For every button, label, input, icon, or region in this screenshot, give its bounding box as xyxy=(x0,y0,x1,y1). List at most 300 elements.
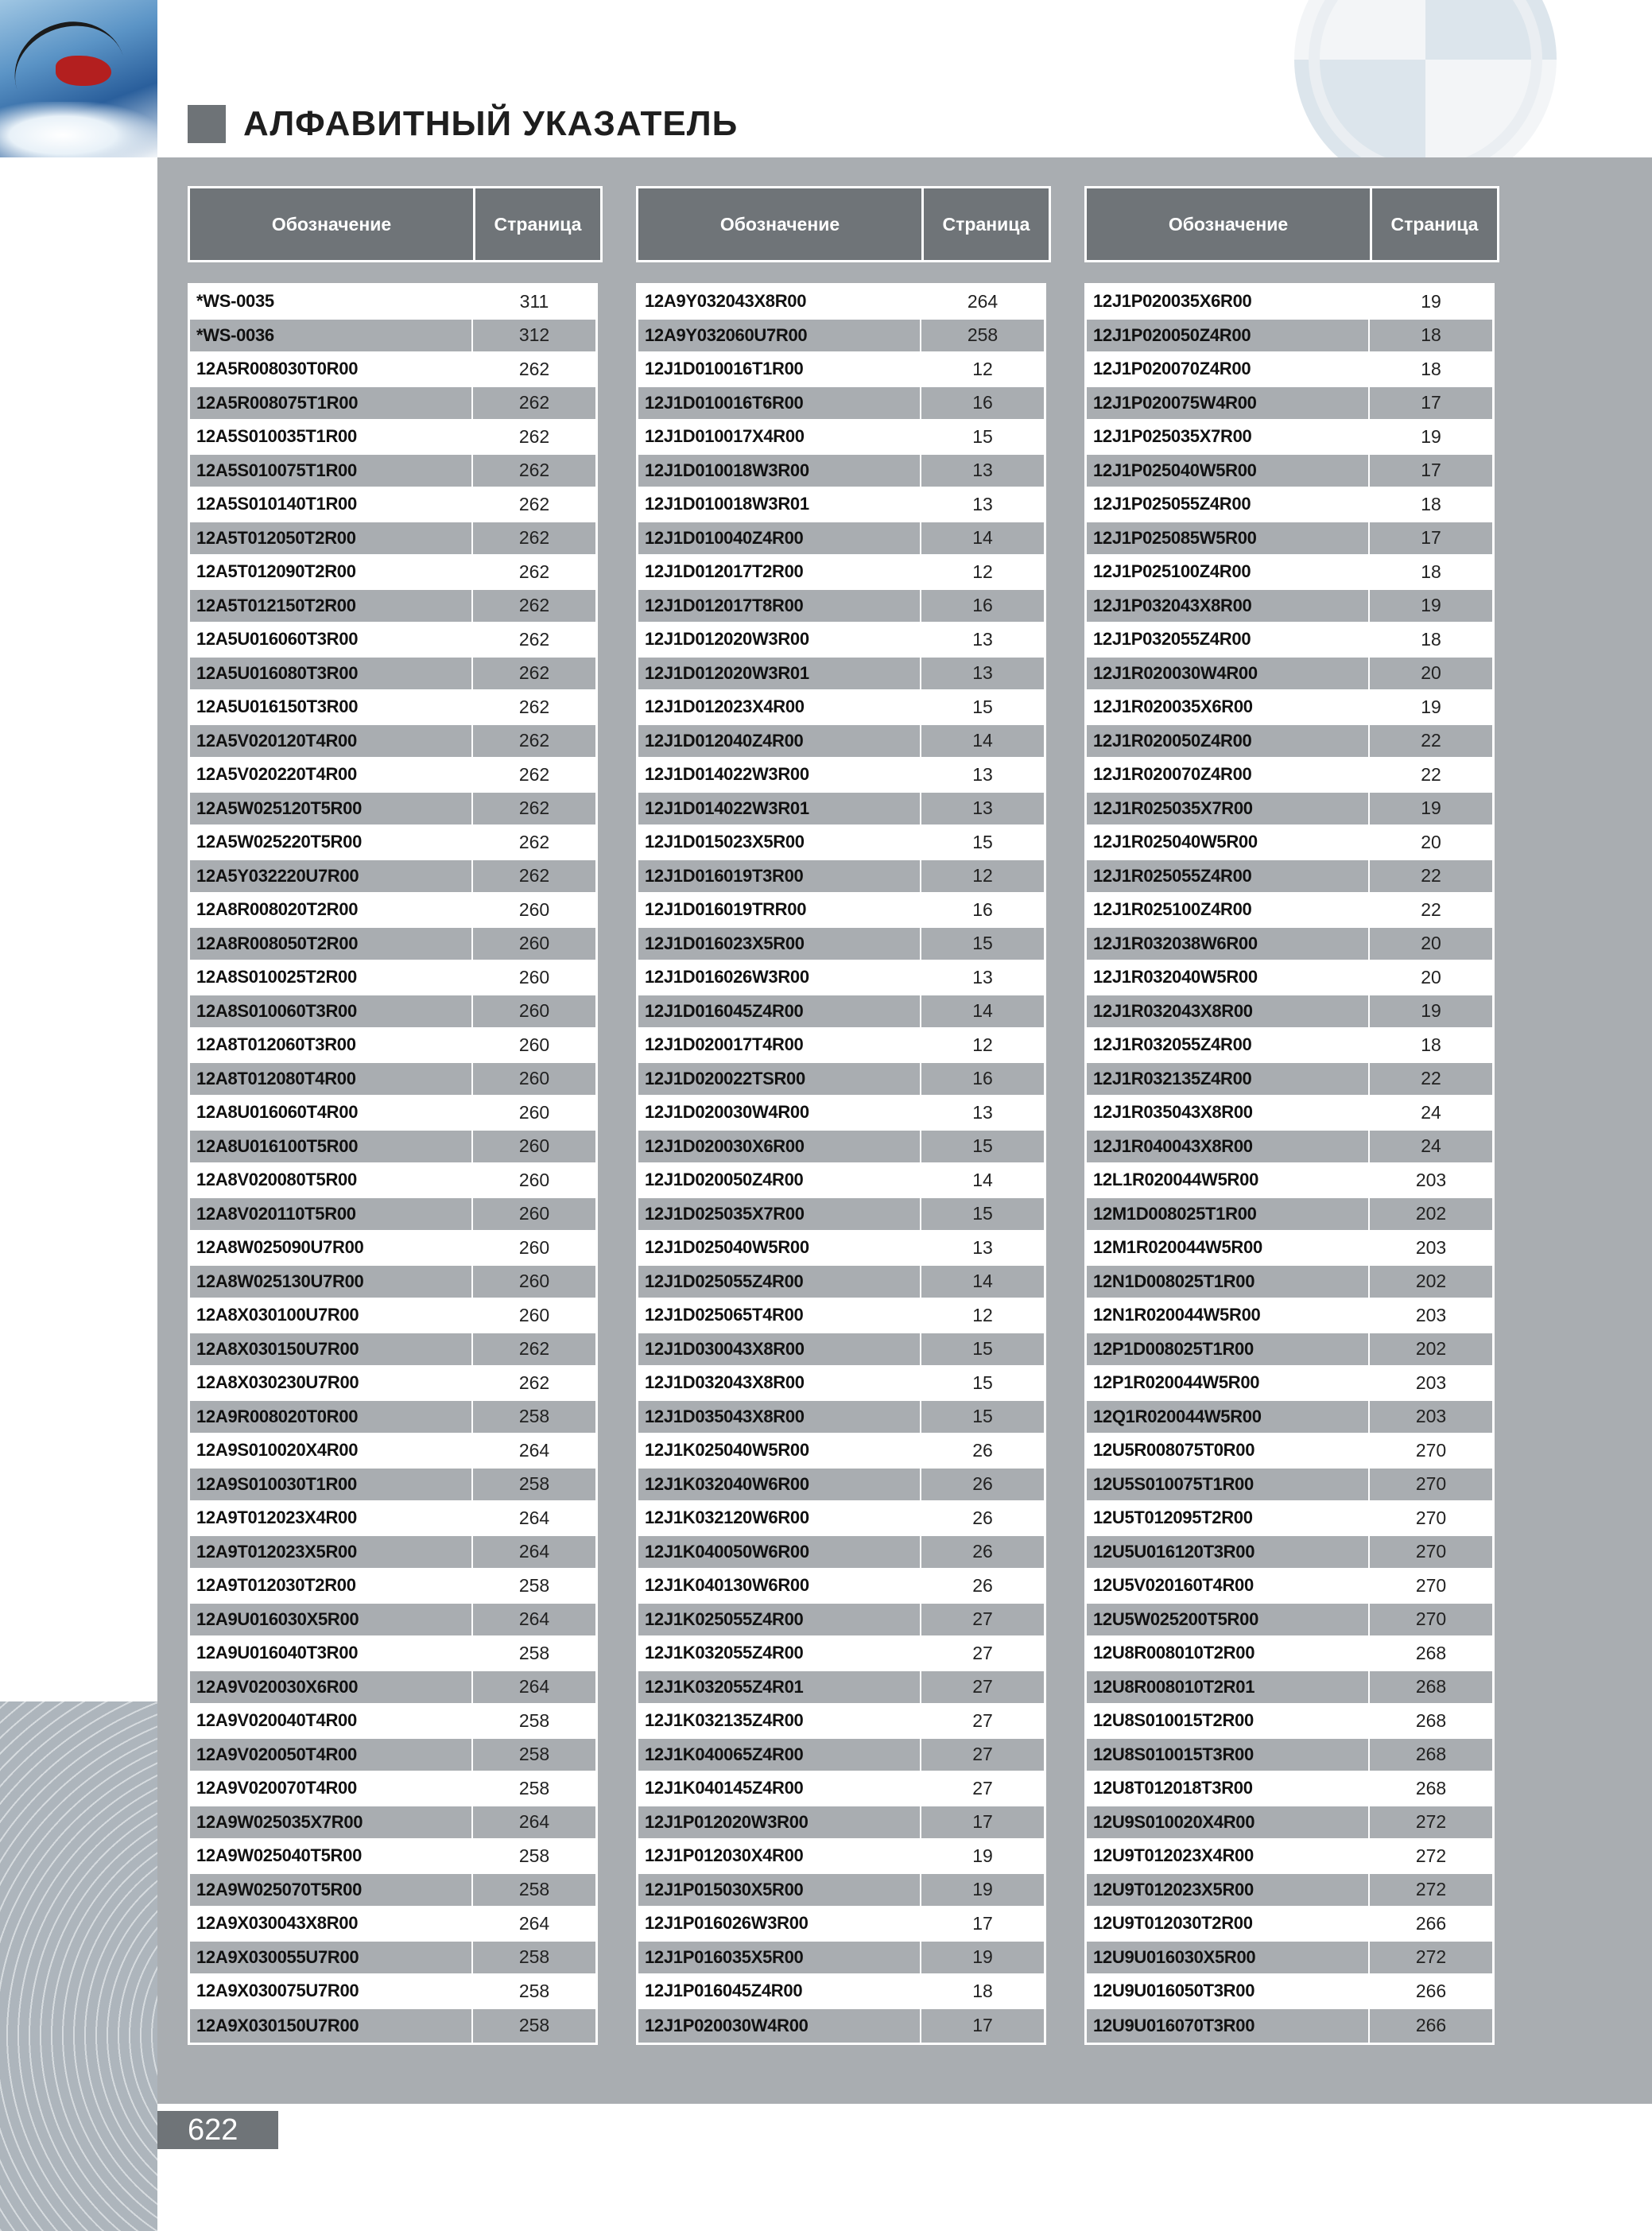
page-cell: 264 xyxy=(518,1676,550,1698)
table-row xyxy=(1087,421,1492,455)
designation-cell: 12J1R035043X8R00 xyxy=(1087,1096,1370,1129)
table-row xyxy=(1087,1604,1492,1638)
page-cell: 22 xyxy=(1421,730,1441,751)
page-cell: 13 xyxy=(972,763,993,785)
table-row xyxy=(638,1434,1044,1469)
designation-cell: 12M1D008025T1R00 xyxy=(1087,1198,1370,1231)
page-cell: 262 xyxy=(518,763,550,785)
page-cell: 16 xyxy=(972,1068,993,1089)
table-row xyxy=(190,1604,595,1638)
page-cell: 203 xyxy=(1415,1406,1447,1427)
table-row xyxy=(1087,1975,1492,2009)
designation-cell: 12A5S010035T1R00 xyxy=(190,421,473,453)
table-row xyxy=(638,387,1044,421)
designation-cell: 12A8W025090U7R00 xyxy=(190,1232,473,1264)
table-row xyxy=(638,928,1044,962)
table-row xyxy=(638,522,1044,557)
table-row xyxy=(190,320,595,354)
header-photo xyxy=(0,0,157,157)
designation-cell: 12A5W025220T5R00 xyxy=(190,826,473,859)
table-row xyxy=(190,1401,595,1435)
table-row xyxy=(638,658,1044,692)
designation-cell: 12U5T012095T2R00 xyxy=(1087,1502,1370,1535)
page-cell: 258 xyxy=(518,1845,550,1866)
page-cell: 18 xyxy=(1421,628,1441,650)
table-row xyxy=(190,928,595,962)
table-row xyxy=(1087,860,1492,894)
table-row xyxy=(1087,793,1492,827)
page-cell: 266 xyxy=(1415,2015,1447,2036)
designation-cell: 12J1D025055Z4R00 xyxy=(638,1266,921,1298)
designation-cell: 12A9X030043X8R00 xyxy=(190,1907,473,1940)
designation-cell: 12J1D025035X7R00 xyxy=(638,1198,921,1231)
table-row xyxy=(638,1637,1044,1671)
page-cell: 262 xyxy=(518,595,550,616)
designation-cell: 12J1D016019TRR00 xyxy=(638,894,921,926)
designation-cell: 12A5S010075T1R00 xyxy=(190,455,473,487)
page-cell: 272 xyxy=(1415,1946,1447,1968)
designation-cell: 12J1K040130W6R00 xyxy=(638,1569,921,1602)
table-row xyxy=(638,1604,1044,1638)
page-cell: 258 xyxy=(518,2015,550,2036)
page-cell: 15 xyxy=(972,933,993,954)
designation-cell: 12A9S010030T1R00 xyxy=(190,1469,473,1501)
designation-cell: 12J1D016019T3R00 xyxy=(638,860,921,893)
column-header xyxy=(636,186,1051,262)
table-row xyxy=(638,1333,1044,1368)
page-cell: 266 xyxy=(1415,1912,1447,1934)
designation-cell: 12P1D008025T1R00 xyxy=(1087,1333,1370,1366)
page-cell: 12 xyxy=(972,865,993,887)
table-row xyxy=(1087,658,1492,692)
designation-cell: 12J1P020070Z4R00 xyxy=(1087,353,1370,386)
page-cell: 18 xyxy=(1421,493,1441,514)
page-cell: 13 xyxy=(972,797,993,819)
table-row xyxy=(190,1164,595,1198)
table-row xyxy=(190,658,595,692)
index-column-3 xyxy=(1084,186,1499,2045)
page-cell: 12 xyxy=(972,1034,993,1055)
table-row xyxy=(638,1772,1044,1806)
designation-cell: 12J1D012017T2R00 xyxy=(638,556,921,588)
page-cell: 13 xyxy=(972,493,993,514)
table-row xyxy=(1087,590,1492,624)
table-row xyxy=(190,1975,595,2009)
designation-cell: 12A9X030055U7R00 xyxy=(190,1942,473,1974)
page-cell: 272 xyxy=(1415,1811,1447,1833)
designation-cell: 12U8R008010T2R00 xyxy=(1087,1637,1370,1670)
table-row xyxy=(1087,320,1492,354)
designation-cell: 12A8R008050T2R00 xyxy=(190,928,473,960)
designation-cell: 12U5W025200T5R00 xyxy=(1087,1604,1370,1636)
page-cell: 272 xyxy=(1415,1879,1447,1900)
table-row xyxy=(638,1705,1044,1739)
page-cell: 258 xyxy=(518,1744,550,1765)
table-row xyxy=(190,1266,595,1300)
page-cell: 24 xyxy=(1421,1135,1441,1157)
table-row xyxy=(190,995,595,1030)
page-cell: 260 xyxy=(518,1068,550,1089)
index-rows xyxy=(188,283,598,2045)
designation-cell: 12J1K040065Z4R00 xyxy=(638,1739,921,1771)
designation-cell: 12J1R032043X8R00 xyxy=(1087,995,1370,1028)
table-row xyxy=(190,1806,595,1841)
designation-cell: 12J1D015023X5R00 xyxy=(638,826,921,859)
table-row xyxy=(638,623,1044,658)
page-cell: 26 xyxy=(972,1439,993,1461)
page-cell: 17 xyxy=(972,1912,993,1934)
page-cell: 18 xyxy=(1421,1034,1441,1055)
page-cell: 258 xyxy=(967,324,999,346)
table-row xyxy=(190,455,595,489)
designation-cell: 12Q1R020044W5R00 xyxy=(1087,1401,1370,1434)
table-row xyxy=(638,1401,1044,1435)
table-row xyxy=(638,793,1044,827)
table-row xyxy=(638,421,1044,455)
designation-cell: 12A9V020070T4R00 xyxy=(190,1772,473,1805)
designation-cell: 12J1K032135Z4R00 xyxy=(638,1705,921,1737)
page-cell: 270 xyxy=(1415,1574,1447,1596)
table-row xyxy=(638,1096,1044,1131)
designation-cell: 12J1D010016T6R00 xyxy=(638,387,921,420)
table-row xyxy=(190,1029,595,1063)
designation-cell: *WS-0036 xyxy=(190,320,473,352)
page-cell: 268 xyxy=(1415,1744,1447,1765)
page-cell: 13 xyxy=(972,662,993,684)
designation-cell: 12A8R008020T2R00 xyxy=(190,894,473,926)
designation-cell: 12U9U016070T3R00 xyxy=(1087,2009,1370,2043)
designation-cell: 12A9R008020T0R00 xyxy=(190,1401,473,1434)
page-cell: 262 xyxy=(518,392,550,413)
page-cell: 19 xyxy=(972,1946,993,1968)
page-header: Страница xyxy=(494,213,582,235)
table-row xyxy=(190,1942,595,1976)
table-row xyxy=(1087,1164,1492,1198)
table-row xyxy=(638,1806,1044,1841)
table-row xyxy=(638,1975,1044,2009)
page-header: Страница xyxy=(1390,213,1479,235)
page-cell: 270 xyxy=(1415,1473,1447,1495)
page-cell: 258 xyxy=(518,1574,550,1596)
page-cell: 258 xyxy=(518,1473,550,1495)
designation-cell: 12U5R008075T0R00 xyxy=(1087,1434,1370,1467)
table-row xyxy=(638,961,1044,995)
designation-header: Обозначение xyxy=(1087,188,1372,260)
designation-cell: 12J1R020030W4R00 xyxy=(1087,658,1370,690)
designation-cell: 12A5V020220T4R00 xyxy=(190,759,473,791)
table-row xyxy=(1087,1434,1492,1469)
page-cell: 19 xyxy=(1421,595,1441,616)
designation-cell: 12A5U016150T3R00 xyxy=(190,691,473,724)
designation-cell: 12J1D020022TSR00 xyxy=(638,1063,921,1096)
designation-cell: 12J1D020030X6R00 xyxy=(638,1131,921,1163)
table-row xyxy=(1087,556,1492,590)
designation-cell: 12A9U016030X5R00 xyxy=(190,1604,473,1636)
table-row xyxy=(1087,1637,1492,1671)
table-row xyxy=(1087,961,1492,995)
page-cell: 264 xyxy=(518,1912,550,1934)
index-column-2 xyxy=(636,186,1051,2045)
designation-cell: 12J1D032043X8R00 xyxy=(638,1367,921,1399)
table-row xyxy=(1087,1705,1492,1739)
page-cell: 260 xyxy=(518,1135,550,1157)
wave-pattern-decoration xyxy=(0,1701,157,2231)
designation-cell: 12A9W025070T5R00 xyxy=(190,1874,473,1907)
page-cell: 19 xyxy=(1421,425,1441,447)
table-row xyxy=(638,995,1044,1030)
table-row xyxy=(1087,522,1492,557)
page-cell: 17 xyxy=(1421,527,1441,549)
page-number: 622 xyxy=(188,2113,238,2147)
page-cell: 13 xyxy=(972,966,993,987)
table-row xyxy=(638,894,1044,928)
table-row xyxy=(190,1637,595,1671)
designation-cell: 12U5U016120T3R00 xyxy=(1087,1536,1370,1569)
page-cell: 17 xyxy=(972,1811,993,1833)
table-row xyxy=(190,2009,595,2043)
table-row xyxy=(190,285,595,320)
page-cell: 258 xyxy=(518,1946,550,1968)
table-row xyxy=(190,488,595,522)
page-cell: 262 xyxy=(518,628,550,650)
designation-cell: 12A9T012023X4R00 xyxy=(190,1502,473,1535)
page-title: АЛФАВИТНЫЙ УКАЗАТЕЛЬ xyxy=(243,104,739,143)
designation-cell: 12J1D012017T8R00 xyxy=(638,590,921,623)
designation-cell: 12J1D012040Z4R00 xyxy=(638,725,921,758)
table-row xyxy=(190,623,595,658)
table-row xyxy=(190,691,595,725)
table-row xyxy=(638,1671,1044,1705)
table-row xyxy=(638,455,1044,489)
page-cell: 260 xyxy=(518,1000,550,1022)
designation-cell: 12U9U016030X5R00 xyxy=(1087,1942,1370,1974)
table-row xyxy=(1087,1063,1492,1097)
index-column-1 xyxy=(188,186,603,2045)
designation-cell: 12J1D020050Z4R00 xyxy=(638,1164,921,1197)
page-cell: 19 xyxy=(1421,290,1441,312)
designation-cell: 12A8X030100U7R00 xyxy=(190,1299,473,1332)
page-cell: 16 xyxy=(972,392,993,413)
designation-cell: 12A8S010060T3R00 xyxy=(190,995,473,1028)
designation-cell: 12A5S010140T1R00 xyxy=(190,488,473,521)
designation-cell: 12U9T012023X4R00 xyxy=(1087,1840,1370,1872)
designation-cell: 12J1D012023X4R00 xyxy=(638,691,921,724)
designation-cell: 12J1K032055Z4R00 xyxy=(638,1637,921,1670)
page-cell: 12 xyxy=(972,358,993,379)
table-row xyxy=(638,826,1044,860)
column-header xyxy=(1084,186,1499,262)
table-row xyxy=(1087,1502,1492,1536)
page-cell: 202 xyxy=(1415,1338,1447,1360)
designation-cell: 12A5T012050T2R00 xyxy=(190,522,473,555)
table-row xyxy=(190,1096,595,1131)
designation-cell: 12U9S010020X4R00 xyxy=(1087,1806,1370,1839)
table-row xyxy=(1087,387,1492,421)
designation-cell: 12A5U016080T3R00 xyxy=(190,658,473,690)
designation-cell: 12N1D008025T1R00 xyxy=(1087,1266,1370,1298)
designation-cell: 12A8W025130U7R00 xyxy=(190,1266,473,1298)
designation-header: Обозначение xyxy=(638,188,924,260)
designation-cell: 12J1K032040W6R00 xyxy=(638,1469,921,1501)
table-row xyxy=(638,691,1044,725)
table-row xyxy=(190,1063,595,1097)
page-cell: 27 xyxy=(972,1744,993,1765)
table-row xyxy=(638,353,1044,387)
designation-cell: 12J1P025100Z4R00 xyxy=(1087,556,1370,588)
table-row xyxy=(638,2009,1044,2043)
table-row xyxy=(190,421,595,455)
designation-cell: 12L1R020044W5R00 xyxy=(1087,1164,1370,1197)
page-cell: 27 xyxy=(972,1777,993,1798)
designation-cell: 12U8S010015T2R00 xyxy=(1087,1705,1370,1737)
table-row xyxy=(190,1705,595,1739)
designation-cell: 12U8S010015T3R00 xyxy=(1087,1739,1370,1771)
table-row xyxy=(190,556,595,590)
designation-cell: 12J1D010016T1R00 xyxy=(638,353,921,386)
table-row xyxy=(1087,1942,1492,1976)
designation-cell: 12A8X030150U7R00 xyxy=(190,1333,473,1366)
designation-cell: 12U9T012023X5R00 xyxy=(1087,1874,1370,1907)
page-cell: 27 xyxy=(972,1608,993,1630)
designation-cell: 12J1R025055Z4R00 xyxy=(1087,860,1370,893)
designation-cell: *WS-0035 xyxy=(190,285,473,318)
page-cell: 19 xyxy=(1421,1000,1441,1022)
table-row xyxy=(190,1469,595,1503)
designation-cell: 12U9T012030T2R00 xyxy=(1087,1907,1370,1940)
page-cell: 14 xyxy=(972,730,993,751)
designation-cell: 12A8U016100T5R00 xyxy=(190,1131,473,1163)
designation-cell: 12J1P025040W5R00 xyxy=(1087,455,1370,487)
page-cell: 260 xyxy=(518,1101,550,1123)
designation-cell: 12J1D010018W3R00 xyxy=(638,455,921,487)
page-cell: 14 xyxy=(972,1169,993,1190)
page-cell: 18 xyxy=(1421,561,1441,582)
table-row xyxy=(1087,455,1492,489)
page-cell: 26 xyxy=(972,1507,993,1528)
designation-cell: 12J1K025055Z4R00 xyxy=(638,1604,921,1636)
designation-cell: 12J1D035043X8R00 xyxy=(638,1401,921,1434)
table-row xyxy=(1087,928,1492,962)
column-header xyxy=(188,186,603,262)
page-cell: 19 xyxy=(972,1879,993,1900)
designation-cell: 12N1R020044W5R00 xyxy=(1087,1299,1370,1332)
page-cell: 270 xyxy=(1415,1439,1447,1461)
designation-cell: 12J1K025040W5R00 xyxy=(638,1434,921,1467)
page-cell: 260 xyxy=(518,1271,550,1292)
table-row xyxy=(190,1333,595,1368)
table-row xyxy=(190,590,595,624)
designation-cell: 12J1K032055Z4R01 xyxy=(638,1671,921,1704)
page-cell: 18 xyxy=(972,1980,993,2001)
page-cell: 262 xyxy=(518,662,550,684)
designation-cell: 12A9T012023X5R00 xyxy=(190,1536,473,1569)
page-cell: 14 xyxy=(972,1271,993,1292)
page-cell: 22 xyxy=(1421,763,1441,785)
designation-cell: 12J1P032055Z4R00 xyxy=(1087,623,1370,656)
table-row xyxy=(638,590,1044,624)
table-row xyxy=(190,353,595,387)
table-row xyxy=(190,387,595,421)
page-cell: 13 xyxy=(972,1236,993,1258)
designation-cell: 12A5V020120T4R00 xyxy=(190,725,473,758)
designation-cell: 12J1D010017X4R00 xyxy=(638,421,921,453)
designation-cell: 12J1P020035X6R00 xyxy=(1087,285,1370,318)
title-marker xyxy=(188,105,226,143)
designation-cell: 12A8V020080T5R00 xyxy=(190,1164,473,1197)
designation-cell: 12J1P012030X4R00 xyxy=(638,1840,921,1872)
table-row xyxy=(1087,1569,1492,1604)
page-header: Страница xyxy=(942,213,1030,235)
table-row xyxy=(638,1367,1044,1401)
designation-cell: 12J1P016026W3R00 xyxy=(638,1907,921,1940)
table-row xyxy=(1087,488,1492,522)
designation-cell: 12A9Y032043X8R00 xyxy=(638,285,921,318)
designation-cell: 12A9W025040T5R00 xyxy=(190,1840,473,1872)
designation-cell: 12J1D025040W5R00 xyxy=(638,1232,921,1264)
page-cell: 15 xyxy=(972,1135,993,1157)
page-cell: 262 xyxy=(518,730,550,751)
table-row xyxy=(1087,1266,1492,1300)
table-row xyxy=(1087,623,1492,658)
table-row xyxy=(190,1772,595,1806)
table-row xyxy=(638,725,1044,759)
page-cell: 264 xyxy=(967,290,999,312)
designation-cell: 12J1R025035X7R00 xyxy=(1087,793,1370,825)
page-cell: 18 xyxy=(1421,324,1441,346)
page-cell: 203 xyxy=(1415,1169,1447,1190)
table-row xyxy=(638,1502,1044,1536)
designation-cell: 12J1P032043X8R00 xyxy=(1087,590,1370,623)
table-row xyxy=(638,1131,1044,1165)
page-cell: 270 xyxy=(1415,1541,1447,1562)
page-cell: 202 xyxy=(1415,1203,1447,1224)
table-row xyxy=(1087,725,1492,759)
page-cell: 262 xyxy=(518,358,550,379)
page-cell: 270 xyxy=(1415,1608,1447,1630)
table-row xyxy=(190,961,595,995)
page-cell: 12 xyxy=(972,561,993,582)
table-row xyxy=(638,759,1044,793)
designation-cell: 12J1R025100Z4R00 xyxy=(1087,894,1370,926)
page-cell: 16 xyxy=(972,595,993,616)
table-row xyxy=(1087,1029,1492,1063)
table-row xyxy=(1087,1469,1492,1503)
page-cell: 27 xyxy=(972,1709,993,1731)
designation-cell: 12A8X030230U7R00 xyxy=(190,1367,473,1399)
designation-cell: 12J1D025065T4R00 xyxy=(638,1299,921,1332)
page-cell: 19 xyxy=(1421,696,1441,717)
designation-cell: 12J1P025035X7R00 xyxy=(1087,421,1370,453)
page-cell: 203 xyxy=(1415,1372,1447,1393)
table-row xyxy=(638,1536,1044,1570)
page-cell: 26 xyxy=(972,1574,993,1596)
page-cell: 13 xyxy=(972,1101,993,1123)
table-row xyxy=(190,1198,595,1232)
designation-cell: 12A5W025120T5R00 xyxy=(190,793,473,825)
table-row xyxy=(190,1434,595,1469)
table-row xyxy=(1087,1840,1492,1874)
page-cell: 17 xyxy=(1421,392,1441,413)
page-cell: 260 xyxy=(518,1304,550,1325)
table-row xyxy=(1087,1333,1492,1368)
table-row xyxy=(190,1671,595,1705)
designation-cell: 12A5R008075T1R00 xyxy=(190,387,473,420)
designation-cell: 12J1R032038W6R00 xyxy=(1087,928,1370,960)
page-cell: 260 xyxy=(518,898,550,920)
page-cell: 264 xyxy=(518,1541,550,1562)
table-row xyxy=(1087,1131,1492,1165)
designation-cell: 12J1D010018W3R01 xyxy=(638,488,921,521)
